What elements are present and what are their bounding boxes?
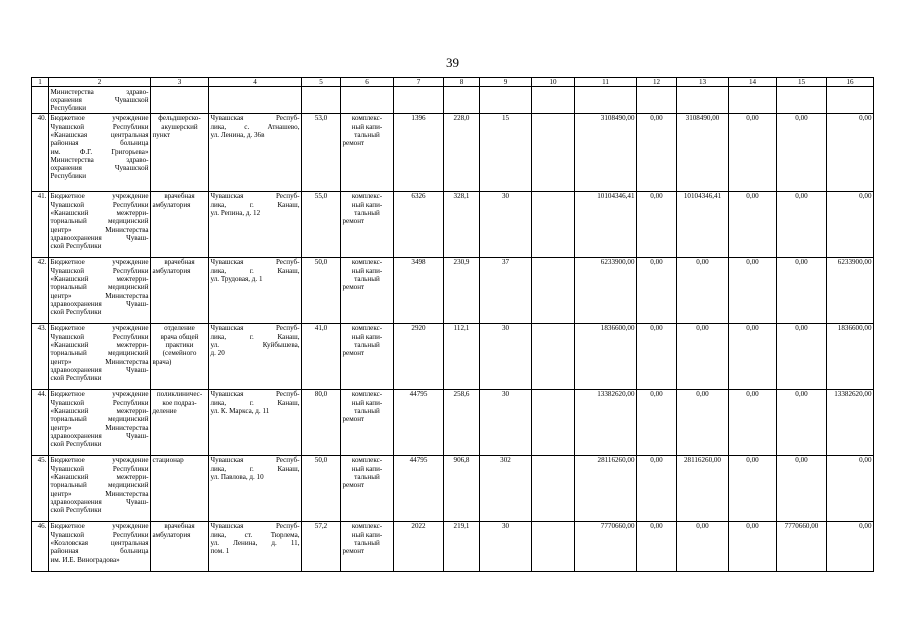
cell-line: центр» Министерства xyxy=(50,291,149,300)
cell-line: «Канашская центральная xyxy=(50,130,149,139)
column-header-2: 2 xyxy=(49,78,151,87)
cell-line: Чувашской Республики xyxy=(50,266,149,275)
cell-year: 55,0 xyxy=(302,191,341,257)
cell-work xyxy=(341,191,394,257)
cell-line: ный капи- xyxy=(351,332,383,341)
cell-c9: 30 xyxy=(480,521,532,571)
header-row xyxy=(32,78,874,87)
cell-num: 46. xyxy=(32,521,49,571)
cell-c14: 0,00 xyxy=(729,113,777,191)
cell-line: районная больница xyxy=(50,139,149,148)
cell-c11: 28116260,00 xyxy=(575,455,637,521)
cell-empty xyxy=(151,87,209,114)
cell-line: врачебная xyxy=(164,258,195,267)
cell-line: здравоохранения Чуваш- xyxy=(50,431,149,440)
cell-line: ный капи- xyxy=(351,266,383,275)
cell-line: лика, г. Канаш, xyxy=(210,332,300,341)
column-header-6: 6 xyxy=(341,78,394,87)
cell-c9: 30 xyxy=(480,191,532,257)
cell-address xyxy=(209,257,302,323)
cell-line: Чувашская Респуб- xyxy=(210,114,300,123)
cell-line: здравоохранения Чуваш- xyxy=(50,233,149,242)
cell-empty xyxy=(302,87,341,114)
cell-line: тальный xyxy=(354,130,380,139)
cell-line: практики xyxy=(165,340,194,349)
cell-line: пункт xyxy=(152,130,171,139)
cell-c11: 3108490,00 xyxy=(575,113,637,191)
cell-line: «Канашский межтерри- xyxy=(50,274,149,283)
cell-line: ской Республики xyxy=(50,506,102,515)
cell-line: комплекс- xyxy=(351,192,383,201)
cell-line: тальный xyxy=(354,538,380,547)
cell-c12: 0,00 xyxy=(637,113,677,191)
cell-org xyxy=(49,455,151,521)
cell-c13: 0,00 xyxy=(677,323,729,389)
cell-org xyxy=(49,521,151,571)
cell-c13: 0,00 xyxy=(677,521,729,571)
cell-org xyxy=(49,113,151,191)
cell-c15: 7770660,00 xyxy=(777,521,827,571)
cell-c10 xyxy=(532,455,575,521)
cell-empty xyxy=(637,87,677,114)
cell-c7: 1396 xyxy=(394,113,444,191)
cell-line: Чувашской Республики xyxy=(50,332,149,341)
cell-empty xyxy=(480,87,532,114)
cell-c9: 15 xyxy=(480,113,532,191)
cell-c14: 0,00 xyxy=(729,521,777,571)
cell-empty xyxy=(394,87,444,114)
cell-line: ный капи- xyxy=(351,122,383,131)
cell-line: амбулатория xyxy=(152,200,191,209)
table-row xyxy=(32,191,874,257)
cell-line: Министерства здраво- xyxy=(50,87,149,96)
cell-line: Республики xyxy=(50,172,87,181)
cell-line: Чувашской Республики xyxy=(50,200,149,209)
cell-line: отделение xyxy=(164,324,195,333)
column-header-4: 4 xyxy=(209,78,302,87)
column-header-11: 11 xyxy=(575,78,637,87)
cell-c14: 0,00 xyxy=(729,191,777,257)
cell-line: тальный xyxy=(354,472,380,481)
cell-org xyxy=(49,191,151,257)
cell-c9: 37 xyxy=(480,257,532,323)
cell-line: центр» Министерства xyxy=(50,225,149,234)
cell-line: ремонт xyxy=(342,481,365,490)
cell-line: лика, г. Канаш, xyxy=(210,464,300,473)
cell-line: стационар xyxy=(152,456,184,465)
cell-line: ул. Ленина, д. 11, xyxy=(210,538,300,547)
cell-line: им. И.Е. Виноградова» xyxy=(50,555,120,564)
cell-line: ный капи- xyxy=(351,200,383,209)
cell-empty xyxy=(209,87,302,114)
cell-line: пом. 1 xyxy=(210,547,230,556)
cell-c14: 0,00 xyxy=(729,323,777,389)
cell-address xyxy=(209,113,302,191)
cell-line: ремонт xyxy=(342,217,365,226)
cell-line: Чувашская Респуб- xyxy=(210,324,300,333)
cell-c8: 219,1 xyxy=(444,521,480,571)
cell-type xyxy=(151,389,209,455)
table-row xyxy=(32,389,874,455)
cell-year: 41,0 xyxy=(302,323,341,389)
cell-c9: 302 xyxy=(480,455,532,521)
cell-line: ул. Репина, д. 12 xyxy=(210,208,261,217)
cell-c16: 1836600,00 xyxy=(827,323,874,389)
cell-year: 57,2 xyxy=(302,521,341,571)
cell-c10 xyxy=(532,521,575,571)
cell-c11: 10104346,41 xyxy=(575,191,637,257)
cell-line: ской Республики xyxy=(50,242,102,251)
cell-line: ториальный медицинский xyxy=(50,283,149,292)
cell-line: комплекс- xyxy=(351,114,383,123)
cell-line: «Канашский межтерри- xyxy=(50,472,149,481)
program-table xyxy=(31,77,874,572)
cell-c13: 3108490,00 xyxy=(677,113,729,191)
cell-line: Бюджетное учреждение xyxy=(50,522,149,531)
cell-org xyxy=(49,87,151,114)
cell-c12: 0,00 xyxy=(637,455,677,521)
cell-line: комплекс- xyxy=(351,324,383,333)
cell-line: Бюджетное учреждение xyxy=(50,114,149,123)
cell-c16: 0,00 xyxy=(827,191,874,257)
cell-line: «Канашский межтерри- xyxy=(50,208,149,217)
cell-line: амбулатория xyxy=(152,530,191,539)
cell-c16: 0,00 xyxy=(827,455,874,521)
cell-year: 80,0 xyxy=(302,389,341,455)
column-header-1: 1 xyxy=(32,78,49,87)
table-row xyxy=(32,113,874,191)
cell-line: Бюджетное учреждение xyxy=(50,258,149,267)
cell-line: ской Республики xyxy=(50,308,102,317)
column-header-14: 14 xyxy=(729,78,777,87)
cell-c8: 230,9 xyxy=(444,257,480,323)
cell-line: Чувашская Респуб- xyxy=(210,522,300,531)
cell-c11: 7770660,00 xyxy=(575,521,637,571)
cell-line: кое подраз- xyxy=(162,398,197,407)
cell-line: здравоохранения Чуваш- xyxy=(50,365,149,374)
cell-c12: 0,00 xyxy=(637,191,677,257)
cell-work xyxy=(341,521,394,571)
cell-line: здравоохранения Чуваш- xyxy=(50,299,149,308)
column-header-8: 8 xyxy=(444,78,480,87)
cell-c11: 13382620,00 xyxy=(575,389,637,455)
cell-line: Бюджетное учреждение xyxy=(50,390,149,399)
cell-line: ремонт xyxy=(342,415,365,424)
cell-line: ториальный медицинский xyxy=(50,349,149,358)
cell-c7: 2022 xyxy=(394,521,444,571)
cell-c7: 6326 xyxy=(394,191,444,257)
cell-c8: 328,1 xyxy=(444,191,480,257)
cell-line: ул. Куйбышева, xyxy=(210,340,300,349)
cell-line: лика, г. Канаш, xyxy=(210,398,300,407)
cell-line: «Канашский межтерри- xyxy=(50,340,149,349)
column-header-10: 10 xyxy=(532,78,575,87)
cell-c15: 0,00 xyxy=(777,113,827,191)
cell-line: районная больница xyxy=(50,547,149,556)
cell-c13: 0,00 xyxy=(677,257,729,323)
cell-type xyxy=(151,257,209,323)
cell-c14: 0,00 xyxy=(729,389,777,455)
cell-line: Министерства здраво- xyxy=(50,155,149,164)
cell-line: амбулатория xyxy=(152,266,191,275)
cell-year: 50,0 xyxy=(302,257,341,323)
cell-line: ремонт xyxy=(342,349,365,358)
cell-line: акушерский xyxy=(161,122,198,131)
cell-address xyxy=(209,521,302,571)
cell-c7: 44795 xyxy=(394,455,444,521)
cell-num: 45. xyxy=(32,455,49,521)
column-header-15: 15 xyxy=(777,78,827,87)
cell-line: центр» Министерства xyxy=(50,423,149,432)
cell-line: тальный xyxy=(354,406,380,415)
cell-c8: 906,8 xyxy=(444,455,480,521)
cell-num: 44. xyxy=(32,389,49,455)
cell-line: тальный xyxy=(354,208,380,217)
cell-empty xyxy=(575,87,637,114)
cell-c8: 112,1 xyxy=(444,323,480,389)
cell-c8: 258,6 xyxy=(444,389,480,455)
column-header-13: 13 xyxy=(677,78,729,87)
cell-type xyxy=(151,191,209,257)
cell-line: ремонт xyxy=(342,547,365,556)
cell-address xyxy=(209,323,302,389)
cell-line: (семейного xyxy=(162,349,197,358)
cell-type xyxy=(151,455,209,521)
cell-empty xyxy=(827,87,874,114)
cell-c16: 0,00 xyxy=(827,521,874,571)
cell-c11: 6233900,00 xyxy=(575,257,637,323)
cell-c14: 0,00 xyxy=(729,257,777,323)
column-header-7: 7 xyxy=(394,78,444,87)
cell-c12: 0,00 xyxy=(637,389,677,455)
cell-line: Чувашская Респуб- xyxy=(210,192,300,201)
cell-c12: 0,00 xyxy=(637,257,677,323)
cell-line: комплекс- xyxy=(351,258,383,267)
cell-line: Чувашская Респуб- xyxy=(210,456,300,465)
table-row xyxy=(32,323,874,389)
column-header-12: 12 xyxy=(637,78,677,87)
cell-org xyxy=(49,323,151,389)
page-number: 39 xyxy=(446,55,459,70)
continuation-row xyxy=(32,87,874,114)
cell-c7: 2920 xyxy=(394,323,444,389)
cell-line: ремонт xyxy=(342,139,365,148)
cell-c14: 0,00 xyxy=(729,455,777,521)
cell-address xyxy=(209,455,302,521)
cell-year: 53,0 xyxy=(302,113,341,191)
cell-line: врачебная xyxy=(164,192,195,201)
cell-line: Республики xyxy=(50,104,87,113)
cell-type xyxy=(151,521,209,571)
cell-line: здравоохранения Чуваш- xyxy=(50,497,149,506)
table-row xyxy=(32,455,874,521)
cell-line: Чувашской Республики xyxy=(50,122,149,131)
cell-line: «Козловская центральная xyxy=(50,538,149,547)
cell-line: ториальный медицинский xyxy=(50,415,149,424)
column-header-16: 16 xyxy=(827,78,874,87)
cell-line: ториальный медицинский xyxy=(50,481,149,490)
cell-c10 xyxy=(532,191,575,257)
cell-c13: 0,00 xyxy=(677,389,729,455)
cell-line: ный капи- xyxy=(351,464,383,473)
cell-c10 xyxy=(532,323,575,389)
cell-line: комплекс- xyxy=(351,390,383,399)
cell-year: 50,0 xyxy=(302,455,341,521)
cell-empty xyxy=(677,87,729,114)
cell-c16: 13382620,00 xyxy=(827,389,874,455)
cell-line: ный капи- xyxy=(351,398,383,407)
cell-c16: 6233900,00 xyxy=(827,257,874,323)
cell-c16: 0,00 xyxy=(827,113,874,191)
cell-address xyxy=(209,389,302,455)
cell-c7: 44795 xyxy=(394,389,444,455)
cell-address xyxy=(209,191,302,257)
cell-c10 xyxy=(532,113,575,191)
cell-c15: 0,00 xyxy=(777,389,827,455)
cell-work xyxy=(341,323,394,389)
cell-line: охранения Чувашской xyxy=(50,164,149,173)
cell-c11: 1836600,00 xyxy=(575,323,637,389)
cell-line: Чувашской Республики xyxy=(50,398,149,407)
cell-c15: 0,00 xyxy=(777,191,827,257)
cell-line: комплекс- xyxy=(351,522,383,531)
cell-empty xyxy=(341,87,394,114)
cell-c7: 3498 xyxy=(394,257,444,323)
cell-line: им. Ф.Г. Григорьева» xyxy=(50,147,149,156)
cell-c13: 28116260,00 xyxy=(677,455,729,521)
cell-line: врачебная xyxy=(164,522,195,531)
cell-c8: 228,0 xyxy=(444,113,480,191)
cell-line: Чувашская Респуб- xyxy=(210,258,300,267)
cell-type xyxy=(151,113,209,191)
cell-line: Бюджетное учреждение xyxy=(50,324,149,333)
cell-line: Бюджетное учреждение xyxy=(50,456,149,465)
column-header-3: 3 xyxy=(151,78,209,87)
cell-line: тальный xyxy=(354,340,380,349)
cell-num: 40. xyxy=(32,113,49,191)
cell-line: лика, ст. Тюрлема, xyxy=(210,530,300,539)
cell-line: ный капи- xyxy=(351,530,383,539)
cell-line: «Канашский межтерри- xyxy=(50,406,149,415)
cell-num: 41. xyxy=(32,191,49,257)
cell-line: ремонт xyxy=(342,283,365,292)
cell-c12: 0,00 xyxy=(637,323,677,389)
cell-c15: 0,00 xyxy=(777,257,827,323)
cell-line: ул. К. Маркса, д. 11 xyxy=(210,406,270,415)
cell-line: центр» Министерства xyxy=(50,357,149,366)
cell-line: поликлиничес- xyxy=(156,390,203,399)
cell-line: ул. Ленина, д. 36в xyxy=(210,130,265,139)
cell-line: ул. Павлова, д. 10 xyxy=(210,472,264,481)
column-header-5: 5 xyxy=(302,78,341,87)
cell-line: Чувашской Республики xyxy=(50,464,149,473)
table-row xyxy=(32,257,874,323)
cell-line: лика, с. Атнашево, xyxy=(210,122,300,131)
cell-c13: 10104346,41 xyxy=(677,191,729,257)
cell-line: врача общей xyxy=(160,332,199,341)
cell-empty xyxy=(444,87,480,114)
cell-c10 xyxy=(532,257,575,323)
cell-line: врача) xyxy=(152,357,172,366)
cell-line: ул. Трудовая, д. 1 xyxy=(210,274,263,283)
cell-c15: 0,00 xyxy=(777,323,827,389)
cell-line: Чувашская Респуб- xyxy=(210,390,300,399)
column-header-9: 9 xyxy=(480,78,532,87)
cell-num: 43. xyxy=(32,323,49,389)
cell-org xyxy=(49,257,151,323)
cell-num xyxy=(32,87,49,114)
cell-type xyxy=(151,323,209,389)
cell-c9: 30 xyxy=(480,389,532,455)
cell-line: тальный xyxy=(354,274,380,283)
cell-line: д. 20 xyxy=(210,349,225,358)
cell-org xyxy=(49,389,151,455)
cell-num: 42. xyxy=(32,257,49,323)
cell-empty xyxy=(777,87,827,114)
cell-c12: 0,00 xyxy=(637,521,677,571)
cell-line: ториальный медицинский xyxy=(50,217,149,226)
cell-work xyxy=(341,113,394,191)
cell-c10 xyxy=(532,389,575,455)
cell-work xyxy=(341,455,394,521)
cell-line: фельдшерско- xyxy=(158,114,201,123)
cell-line: комплекс- xyxy=(351,456,383,465)
cell-c15: 0,00 xyxy=(777,455,827,521)
cell-work xyxy=(341,257,394,323)
cell-line: Бюджетное учреждение xyxy=(50,192,149,201)
cell-line: Чувашской Республики xyxy=(50,530,149,539)
cell-empty xyxy=(729,87,777,114)
cell-line: лика, г. Канаш, xyxy=(210,266,300,275)
cell-work xyxy=(341,389,394,455)
cell-empty xyxy=(532,87,575,114)
table-row xyxy=(32,521,874,571)
cell-line: деление xyxy=(152,406,177,415)
cell-line: ской Республики xyxy=(50,440,102,449)
cell-line: охранения Чувашской xyxy=(50,95,149,104)
cell-c9: 30 xyxy=(480,323,532,389)
cell-line: центр» Министерства xyxy=(50,489,149,498)
cell-line: ской Республики xyxy=(50,374,102,383)
cell-line: лика, г. Канаш, xyxy=(210,200,300,209)
